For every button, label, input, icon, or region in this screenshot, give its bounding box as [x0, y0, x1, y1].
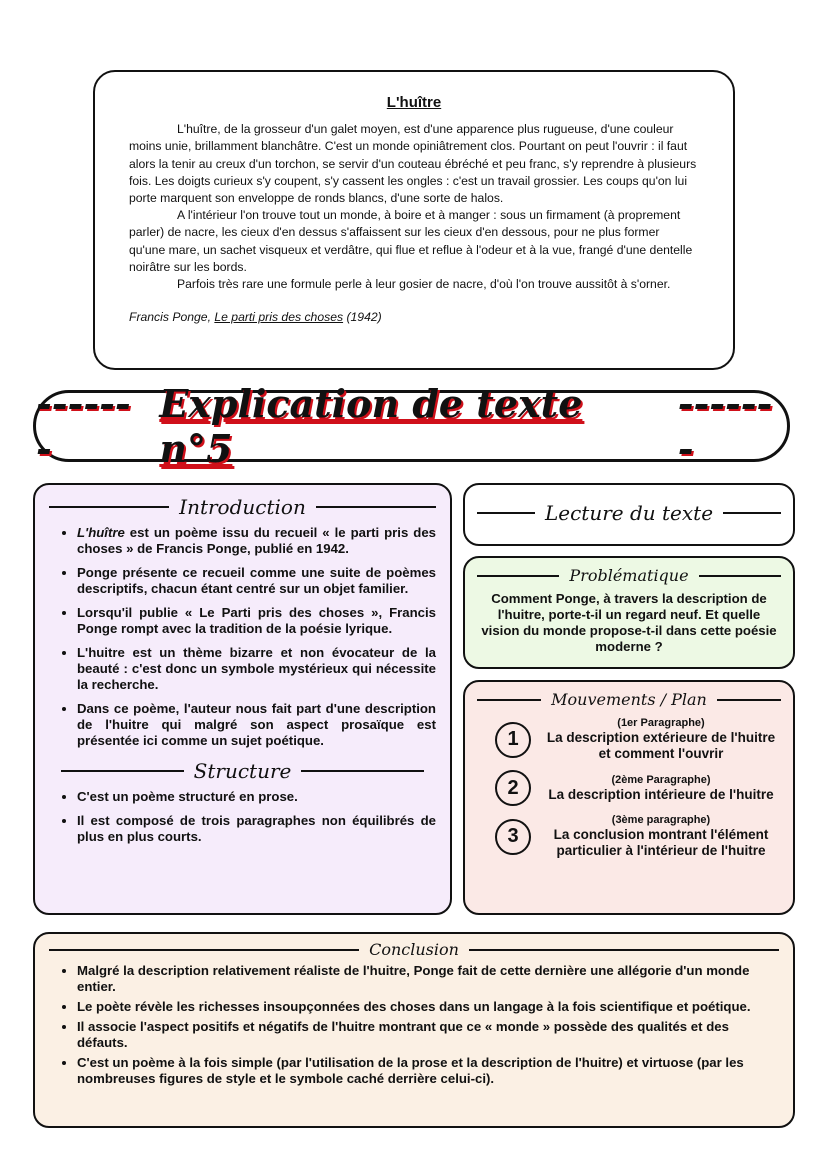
movement-2 — [477, 770, 781, 806]
structure-list — [49, 789, 436, 845]
list-item: • Malgré la description relativement réaliste de l'huitre, Ponge fait de cette dernière une allégorie d'un monde entier. — [77, 963, 779, 995]
movement-label: (2ème Paragraphe) — [611, 773, 711, 786]
list-item: • Il associe l'aspect positifs et négatifs de l'huitre montrant que ce « monde » possède des qualités et des défauts. — [77, 1019, 779, 1051]
emphasis: L'huître — [77, 525, 125, 540]
list-item: • Lorsqu'il publie « Le Parti pris des choses », Francis Ponge rompt avec la tradition de la poésie lyrique. — [77, 605, 436, 637]
poem-paragraph: L'huître, de la grosseur d'un galet moyen, est d'une apparence plus rugueuse, d'une couleur moins unie, brillamment blanchâtre. C'est un monde opiniâtrement clos. Pourtant on peut l'ouvrir : il faut alors la tenir au creux d'un torchon, se servir d'un couteau ébréché et peu franc, s'y reprendre à plusieurs fois. Les doigts curieux s'y coupent, s'y cassent les ongles : c'est un travail grossier. Les coups qu'on lui porte marquent son enveloppe de ronds blancs, d'une sorte de halos. — [129, 122, 697, 206]
movement-1 — [477, 717, 781, 762]
dashes-left: ------- — [36, 381, 131, 471]
poem-paragraph: A l'intérieur l'on trouve tout un monde, à boire et à manger : sous un firmament (à proprement parler) de nacre, les cieux d'en dessus s'affaissent sur les cieux d'en dessous, pour ne plus former qu'une mare, un sachet visqueux et verdâtre, qui flue et reflue à l'odeur et à la vue, frangé d'une dentelle noirâtre sur les bords. — [129, 208, 693, 274]
lecture-heading: Lecture du texte — [477, 501, 781, 525]
number-circle: 2 — [495, 770, 531, 806]
title-banner — [33, 381, 790, 471]
conclusion-box — [33, 932, 795, 1128]
list-item: • C'est un poème structuré en prose. — [77, 789, 436, 805]
poem-paragraph: Parfois très rare une formule perle à leur gosier de nacre, d'où l'on trouve aussitôt à s'orner. — [177, 277, 671, 292]
movement-text: La description extérieure de l'huitre et comment l'ouvrir — [546, 730, 776, 761]
author: Francis Ponge, — [129, 310, 215, 325]
poem-title: L'huître — [386, 94, 442, 111]
introduction-box — [33, 483, 452, 915]
poem-source — [129, 309, 699, 326]
list-item: • L'huitre est un thème bizarre et non évocateur de la beauté : c'est donc un symbole mystérieux qui nécessite la recherche. — [77, 645, 436, 693]
problematique-heading: Problématique — [477, 566, 781, 585]
introduction-list — [49, 525, 436, 749]
problematique-text: Comment Ponge, à travers la description de l'huitre, porte-t-il un regard neuf. Et quelle vision du monde propose-t-il dans cette poésie moderne ? — [481, 591, 777, 654]
conclusion-list — [49, 963, 779, 1087]
movement-label: (3ème paragraphe) — [611, 814, 711, 826]
lecture-box — [463, 483, 795, 546]
plan-box — [463, 680, 795, 915]
introduction-heading: Introduction — [49, 495, 436, 519]
item-text: est un poème issu du recueil « le parti pris des choses » de Francis Ponge, publié en 1942. — [77, 525, 436, 556]
movement-3 — [477, 814, 781, 859]
movement-text: La description intérieure de l'huitre — [548, 786, 774, 802]
list-item: • Ponge présente ce recueil comme une suite de poèmes descriptifs, chacun étant centré sur un objet familier. — [77, 565, 436, 597]
movement-label: (1er Paragraphe) — [617, 717, 705, 729]
page-title: Explication de texte n°5 — [159, 381, 583, 471]
number-circle: 1 — [495, 722, 531, 758]
list-item: • Le poète révèle les richesses insoupçonnées des choses dans un langage à la fois scientifique et poétique. — [77, 999, 779, 1015]
list-item — [77, 525, 436, 557]
plan-heading: Mouvements / Plan — [477, 690, 781, 709]
structure-heading: Structure — [61, 759, 424, 783]
list-item: • Dans ce poème, l'auteur nous fait part d'une description de l'huitre qui malgré son aspect prosaïque est présentée ici comme un sujet poétique. — [77, 701, 436, 749]
book-title: Le parti pris des choses — [214, 310, 344, 325]
number-circle: 3 — [495, 819, 531, 855]
list-item: • Il est composé de trois paragraphes non équilibrés de plus en plus courts. — [77, 813, 436, 845]
year: (1942) — [343, 310, 382, 325]
list-item: • C'est un poème à la fois simple (par l'utilisation de la prose et la description de l'huitre) et virtuose (par les nombreuses figures de style et le symbole caché derrière celui-ci). — [77, 1055, 779, 1087]
dashes-right: ------- — [677, 381, 773, 471]
problematique-box — [463, 556, 795, 669]
poem-box — [93, 70, 735, 370]
conclusion-heading: Conclusion — [49, 940, 779, 959]
movement-text: La conclusion montrant l'élément particulier à l'intérieur de l'huitre — [553, 827, 769, 858]
